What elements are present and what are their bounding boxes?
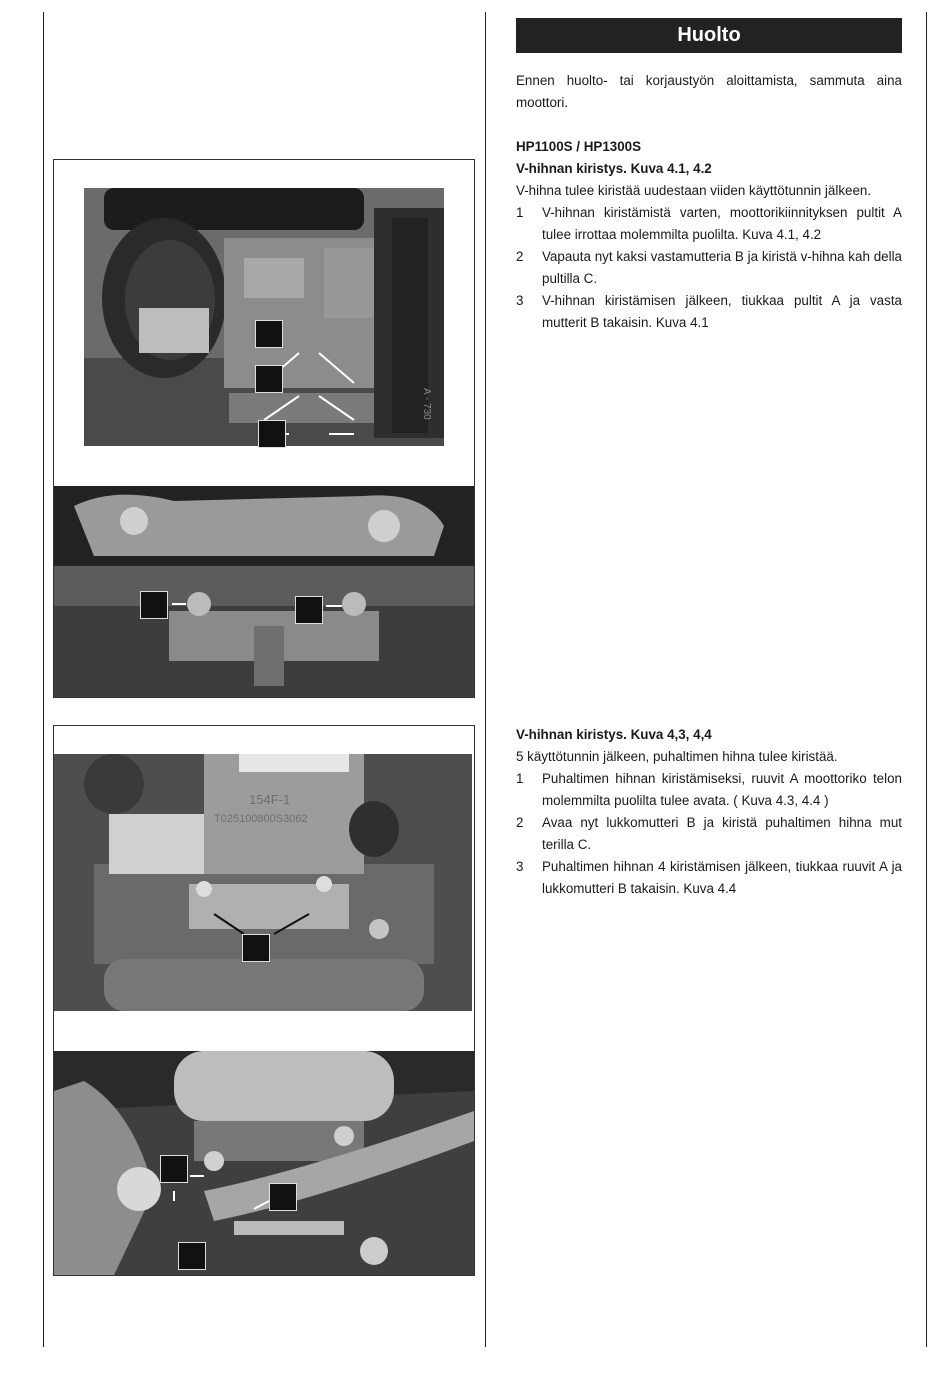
step-text: Avaa nyt lukkomutteri B ja kiristä puhaltimen hihna mut terilla C. — [542, 815, 902, 852]
step-number: 3 — [516, 859, 524, 874]
photo-engine-mount-top — [84, 188, 444, 446]
marker-A-fig3 — [242, 934, 270, 962]
marker-B-fig4 — [178, 1242, 206, 1270]
marker-A-fig1 — [255, 320, 283, 348]
belt-marking-label: A - 730 — [421, 388, 432, 420]
marker-C-fig1 — [258, 420, 286, 448]
intro-paragraph: Ennen huolto- tai korjaustyön aloittamista, sammuta aina moottori. — [516, 73, 902, 110]
engine-model-label: 154F-1 — [249, 792, 291, 807]
step-number: 1 — [516, 205, 524, 220]
section2-lead: 5 käyttötunnin jälkeen, puhaltimen hihna tulee kiristää. — [516, 749, 838, 764]
step-text: Puhaltimen hihnan 4 kiristämisen jälkeen, tiukkaa ruuvit A ja lukkomutteri B takaisin. Kuva 4.4 — [542, 859, 902, 896]
section2-step — [516, 856, 902, 900]
section-v-belt-tension-2 — [516, 724, 902, 900]
intro-paragraph-block — [516, 70, 902, 114]
step-number: 3 — [516, 293, 524, 308]
step-text: Vapauta nyt kaksi vastamutteria B ja kiristä v-hihna kah della pultilla C. — [542, 249, 902, 286]
marker-C-fig4 — [269, 1183, 297, 1211]
photo-engine-mount-side — [54, 486, 474, 697]
figure-box-4-3-4-4 — [53, 725, 475, 1276]
section1-heading: V-hihnan kiristys. Kuva 4.1, 4.2 — [516, 161, 712, 176]
section2-step — [516, 812, 902, 856]
step-number: 1 — [516, 771, 524, 786]
marker-A-fig2-left — [140, 591, 168, 619]
section2-step — [516, 768, 902, 812]
left-margin-rule — [43, 12, 44, 1347]
figure-box-4-1-4-2 — [53, 159, 475, 698]
section1-step — [516, 246, 902, 290]
section2-heading: V-hihnan kiristys. Kuva 4,3, 4,4 — [516, 727, 712, 742]
section-v-belt-tension-1 — [516, 136, 902, 334]
right-margin-rule — [926, 12, 927, 1347]
step-number: 2 — [516, 815, 524, 830]
photo-blower-belt-adjust — [54, 1051, 474, 1275]
step-text: V-hihnan kiristämistä varten, moottorikiinnityksen pultit A tulee irrottaa molemmilta puolilta. Kuva 4.1, 4.2 — [542, 205, 902, 242]
model-heading: HP1100S / HP1300S — [516, 139, 642, 154]
section-header-huolto: Huolto — [516, 18, 902, 53]
step-number: 2 — [516, 249, 524, 264]
section1-lead: V-hihna tulee kiristää uudestaan viiden käyttötunnin jälkeen. — [516, 183, 872, 198]
step-text: V-hihnan kiristämisen jälkeen, tiukkaa pultit A ja vasta mutterit B takaisin. Kuva 4.1 — [542, 293, 902, 330]
column-divider — [485, 12, 486, 1347]
marker-A-fig4 — [160, 1155, 188, 1183]
photo-blower-mount-top — [54, 754, 472, 1011]
marker-A-fig2-right — [295, 596, 323, 624]
step-text: Puhaltimen hihnan kiristämiseksi, ruuvit A moottoriko telon molemmilta puolilta tulee avata. ( Kuva 4.3, 4.4 ) — [542, 771, 902, 808]
engine-serial-label: T025100800S3062 — [214, 813, 308, 825]
marker-B-fig1 — [255, 365, 283, 393]
section1-step — [516, 290, 902, 334]
section1-step — [516, 202, 902, 246]
